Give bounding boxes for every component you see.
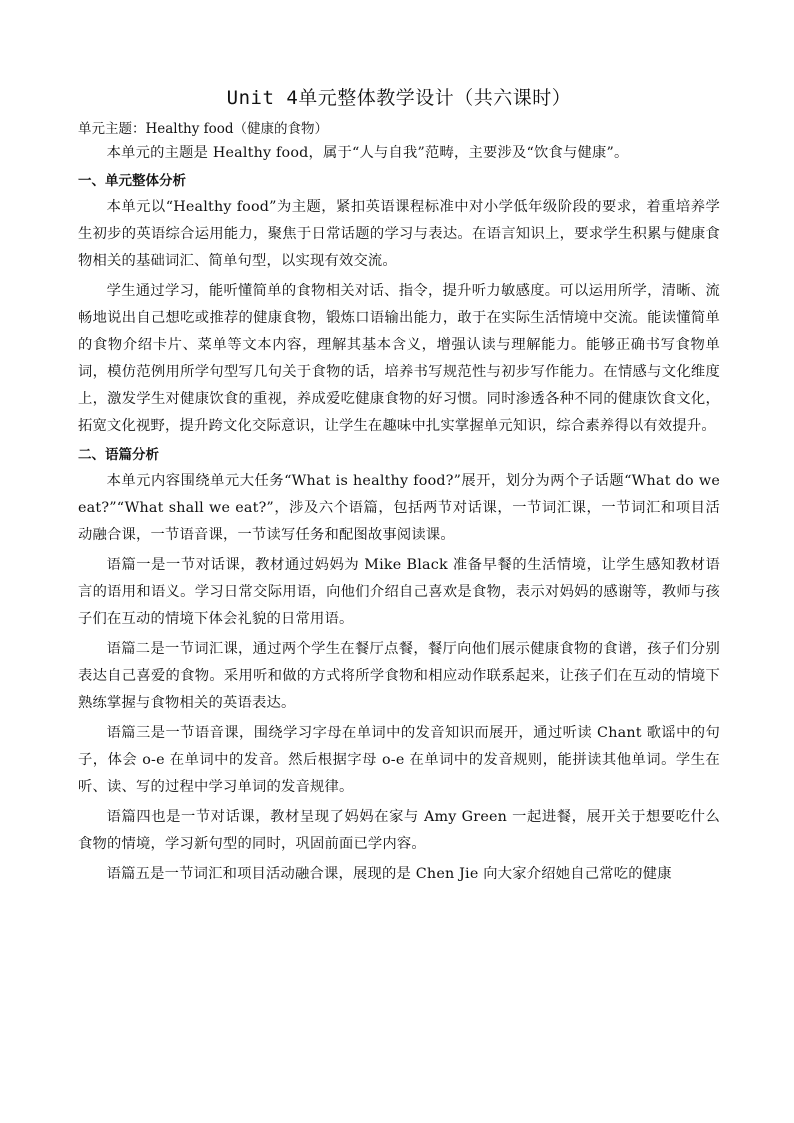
intro-paragraph: 本单元的主题是 Healthy food，属于“人与自我”范畴，主要涉及“饮食与健康”。 <box>106 145 629 161</box>
paragraph: 语篇五是一节词汇和项目活动融合课，展现的是 Chen Jie 向大家介绍她自己常吃的健康 <box>106 866 672 882</box>
paragraph: 本单元内容围绕单元大任务“What is healthy food?”展开，划分为两个子话题“What do we eat?”“What shall we eat?”，涉及六个语篇，包括两节对话课，一节词汇课，一节词汇和项目活动融合课，一节语音课，一节读写任务和配图故事阅读课。 <box>78 473 720 543</box>
section-heading: 一、单元整体分析 <box>78 173 186 189</box>
paragraph: 语篇一是一节对话课，教材通过妈妈为 Mike Black 准备早餐的生活情境，让学生感知教材语言的语用和语义。学习日常交际用语，向他们介绍自己喜欢是食物，表示对妈妈的感谢等，教师与孩子们在互动的情境下体会礼貌的日常用语。 <box>78 557 720 627</box>
section-text-analysis <box>78 444 720 888</box>
unit-theme: 单元主题：Healthy food（健康的食物） <box>78 121 329 137</box>
paragraph: 语篇二是一节词汇课，通过两个学生在餐厅点餐，餐厅向他们展示健康食物的食谱，孩子们分别表达自己喜爱的食物。采用听和做的方式将所学食物和相应动作联系起来，让孩子们在互动的情境下熟练掌握与食物相关的英语表达。 <box>78 641 720 711</box>
section-heading: 二、语篇分析 <box>78 447 159 463</box>
paragraph: 本单元以“Healthy food”为主题，紧扣英语课程标准中对小学低年级阶段的要求，着重培养学生初步的英语综合运用能力，聚焦于日常话题的学习与表达。在语言知识上，要求学生积累与健康食物相关的基础词汇、简单句型，以实现有效交流。 <box>78 199 720 269</box>
section-unit-analysis <box>78 170 720 440</box>
document-page <box>78 82 720 888</box>
paragraph: 语篇三是一节语音课，围绕学习字母在单词中的发音知识而展开，通过听读 Chant 歌谣中的句子，体会 o-e 在单词中的发音。然后根据字母 o-e 在单词中的发音规则，能拼读其他单词。学生在听、读、写的过程中学习单词的发音规律。 <box>78 725 720 795</box>
paragraph: 语篇四也是一节对话课，教材呈现了妈妈在家与 Amy Green 一起进餐，展开关于想要吃什么食物的情境，学习新句型的同时，巩固前面已学内容。 <box>78 809 720 852</box>
document-title: Unit 4单元整体教学设计（共六课时） <box>226 87 572 109</box>
paragraph: 学生通过学习，能听懂简单的食物相关对话、指令，提升听力敏感度。可以运用所学，清晰、流畅地说出自己想吃或推荐的健康食物，锻炼口语输出能力，敢于在实际生活情境中交流。能读懂简单的食物介绍卡片、菜单等文本内容，理解其基本含义，增强认读与理解能力。能够正确书写食物单词，模仿范例用所学句型写几句关于食物的话，培养书写规范性与初步写作能力。在情感与文化维度上，激发学生对健康饮食的重视，养成爱吃健康食物的好习惯。同时渗透各种不同的健康饮食文化，拓宽文化视野，提升跨文化交际意识，让学生在趣味中扎实掌握单元知识，综合素养得以有效提升。 <box>78 283 720 434</box>
